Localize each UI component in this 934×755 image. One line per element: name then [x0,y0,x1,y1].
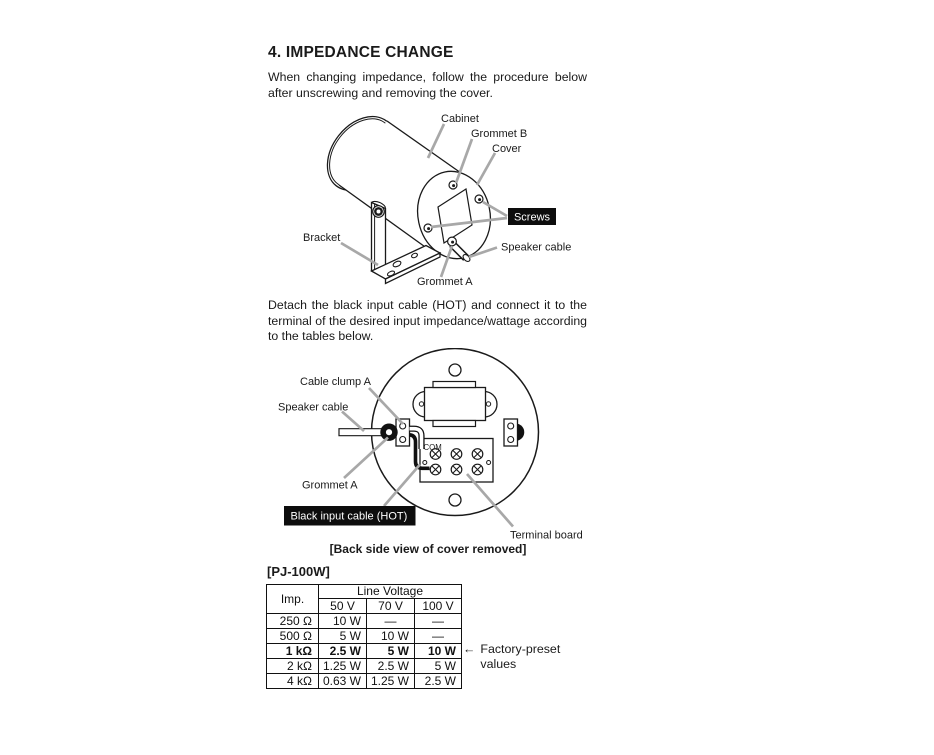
factory-preset-annotation [463,642,560,672]
table-row [267,614,462,629]
bracket-label: Bracket [303,232,341,244]
speaker-cable-label: Speaker cable [278,401,349,414]
wattage-cell: — [415,614,462,629]
grommet-a-label: Grommet A [417,276,473,288]
back-view-caption: [Back side view of cover removed] [329,542,527,556]
wattage-cell: 2.5 W [415,674,462,689]
corner-header-cell: Imp. [267,585,319,614]
wattage-cell: 10 W [367,629,415,644]
impedance-table [266,584,462,689]
cable-clump-a-label: Cable clump A [300,376,371,388]
wattage-cell: 5 W [367,644,415,659]
terminal-board [420,439,493,483]
wattage-cell: 1.25 W [319,659,367,674]
wattage-cell: 1.25 W [367,674,415,689]
board-hole [423,461,427,465]
factory-preset-line1: Factory-preset [480,642,561,656]
back-side-view-diagram [270,348,590,544]
com-label: COM [423,443,442,452]
voltage-header-cell: 100 V [415,599,462,614]
transformer [413,382,497,427]
cover-label: Cover [492,143,522,155]
speaker-cable-leader [342,412,364,432]
grommet-a-ring [380,424,397,441]
screws-label: Screws [513,211,551,224]
group-header-cell: Line Voltage [319,585,462,599]
detach-paragraph: Detach the black input cable (HOT) and connect it to the terminal of the desired input impedance/wattage according to the tables below. [268,298,587,344]
impedance-cell: 250 Ω [267,614,319,629]
table-row [267,659,462,674]
table-row [267,674,462,689]
model-label: [PJ-100W] [267,564,330,579]
voltage-header-cell: 50 V [319,599,367,614]
factory-preset-text [480,642,560,672]
wattage-cell: 0.63 W [319,674,367,689]
section-title: 4. IMPEDANCE CHANGE [268,44,454,61]
impedance-cell: 1 kΩ [267,644,319,659]
speaker-exterior-diagram [295,106,587,292]
table-header-row [267,585,462,599]
grommet-b-label: Grommet B [471,128,528,140]
impedance-cell: 4 kΩ [267,674,319,689]
cover-leader [477,153,495,185]
terminal-board-label: Terminal board [510,529,583,542]
impedance-cell: 500 Ω [267,629,319,644]
black-input-cable-label: Black input cable (HOT) [290,510,408,523]
impedance-cell: 2 kΩ [267,659,319,674]
grommet-a-label: Grommet A [302,479,358,492]
wattage-cell: 10 W [415,644,462,659]
left-arrow-icon: ← [463,642,476,656]
voltage-header-cell: 70 V [367,599,415,614]
wattage-cell: 2.5 W [319,644,367,659]
wattage-cell: — [415,629,462,644]
wattage-cell: — [367,614,415,629]
wattage-cell: 5 W [319,629,367,644]
factory-preset-line2: values [480,656,517,671]
mount-hole-top [449,364,461,376]
mount-hole-bottom [449,494,461,506]
table-row [267,629,462,644]
wattage-cell: 5 W [415,659,462,674]
intro-paragraph: When changing impedance, follow the procedure below after unscrewing and removing the cover. [268,70,587,100]
cabinet-label: Cabinet [441,113,479,125]
table-row-factory-preset [267,644,462,659]
wattage-cell: 10 W [319,614,367,629]
speaker-cable-label: Speaker cable [501,241,572,254]
cabinet-leader [428,124,444,158]
board-hole [487,461,491,465]
wattage-cell: 2.5 W [367,659,415,674]
